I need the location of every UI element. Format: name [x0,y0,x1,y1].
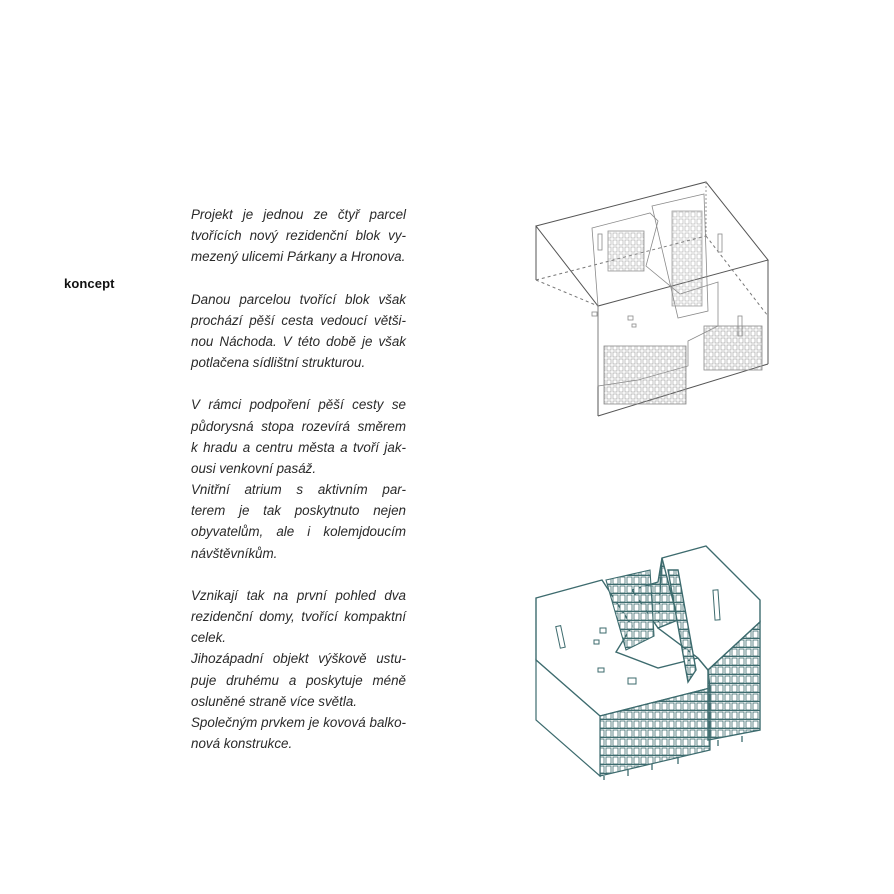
text-line: puje druhému a poskytuje méně [191,672,406,688]
body-text [191,204,406,775]
text-line: potlačena sídlištní strukturou. [191,355,366,371]
text-line: Danou parcelou tvořící blok však [191,291,406,307]
paragraph-intro [191,204,406,268]
paragraph-path [191,289,406,374]
axonometric-block-massing [528,176,778,421]
text-line: prochází pěší cesta vedoucí větši- [191,312,406,328]
text-line: Vznikají tak na první pohled dva [191,587,406,603]
text-line: terem je tak poskytnuto nejen [191,503,406,519]
text-line: Jihozápadní objekt výškově ustu- [191,651,406,667]
text-line: V rámci podpoření pěší cesty se [191,397,406,413]
text-line: obyvatelům, ale i kolemjdoucím [191,524,406,540]
text-line: celek. [191,630,226,646]
text-line: mezený ulicemi Párkany a Hronova. [191,249,406,265]
text-line: Vnitřní atrium s aktivním par- [191,482,406,498]
text-line: osluněné straně více světla. [191,693,357,709]
text-line: rezidenční domy, tvořící kompaktní [191,609,406,624]
text-line: Společným prvkem je kovová balko- [191,714,406,730]
text-line: ousi venkovní pasáž. [191,460,317,476]
text-line: půdorysná stopa rozevírá směrem [191,418,406,434]
paragraph-atrium [191,394,406,564]
text-line: nou Náchoda. V této době je však [191,333,406,349]
text-line: Projekt je jednou ze čtyř parcel [191,207,406,222]
paragraph-houses [191,585,406,755]
section-label: koncept [64,276,115,291]
text-line: nová konstrukce. [191,736,293,752]
text-line: k hradu a centru města a tvoří jak- [191,439,406,455]
text-line: tvořících nový rezidenční blok vy- [191,228,406,244]
axonometric-buildings [528,540,778,780]
text-line: návštěvníkům. [191,545,278,561]
